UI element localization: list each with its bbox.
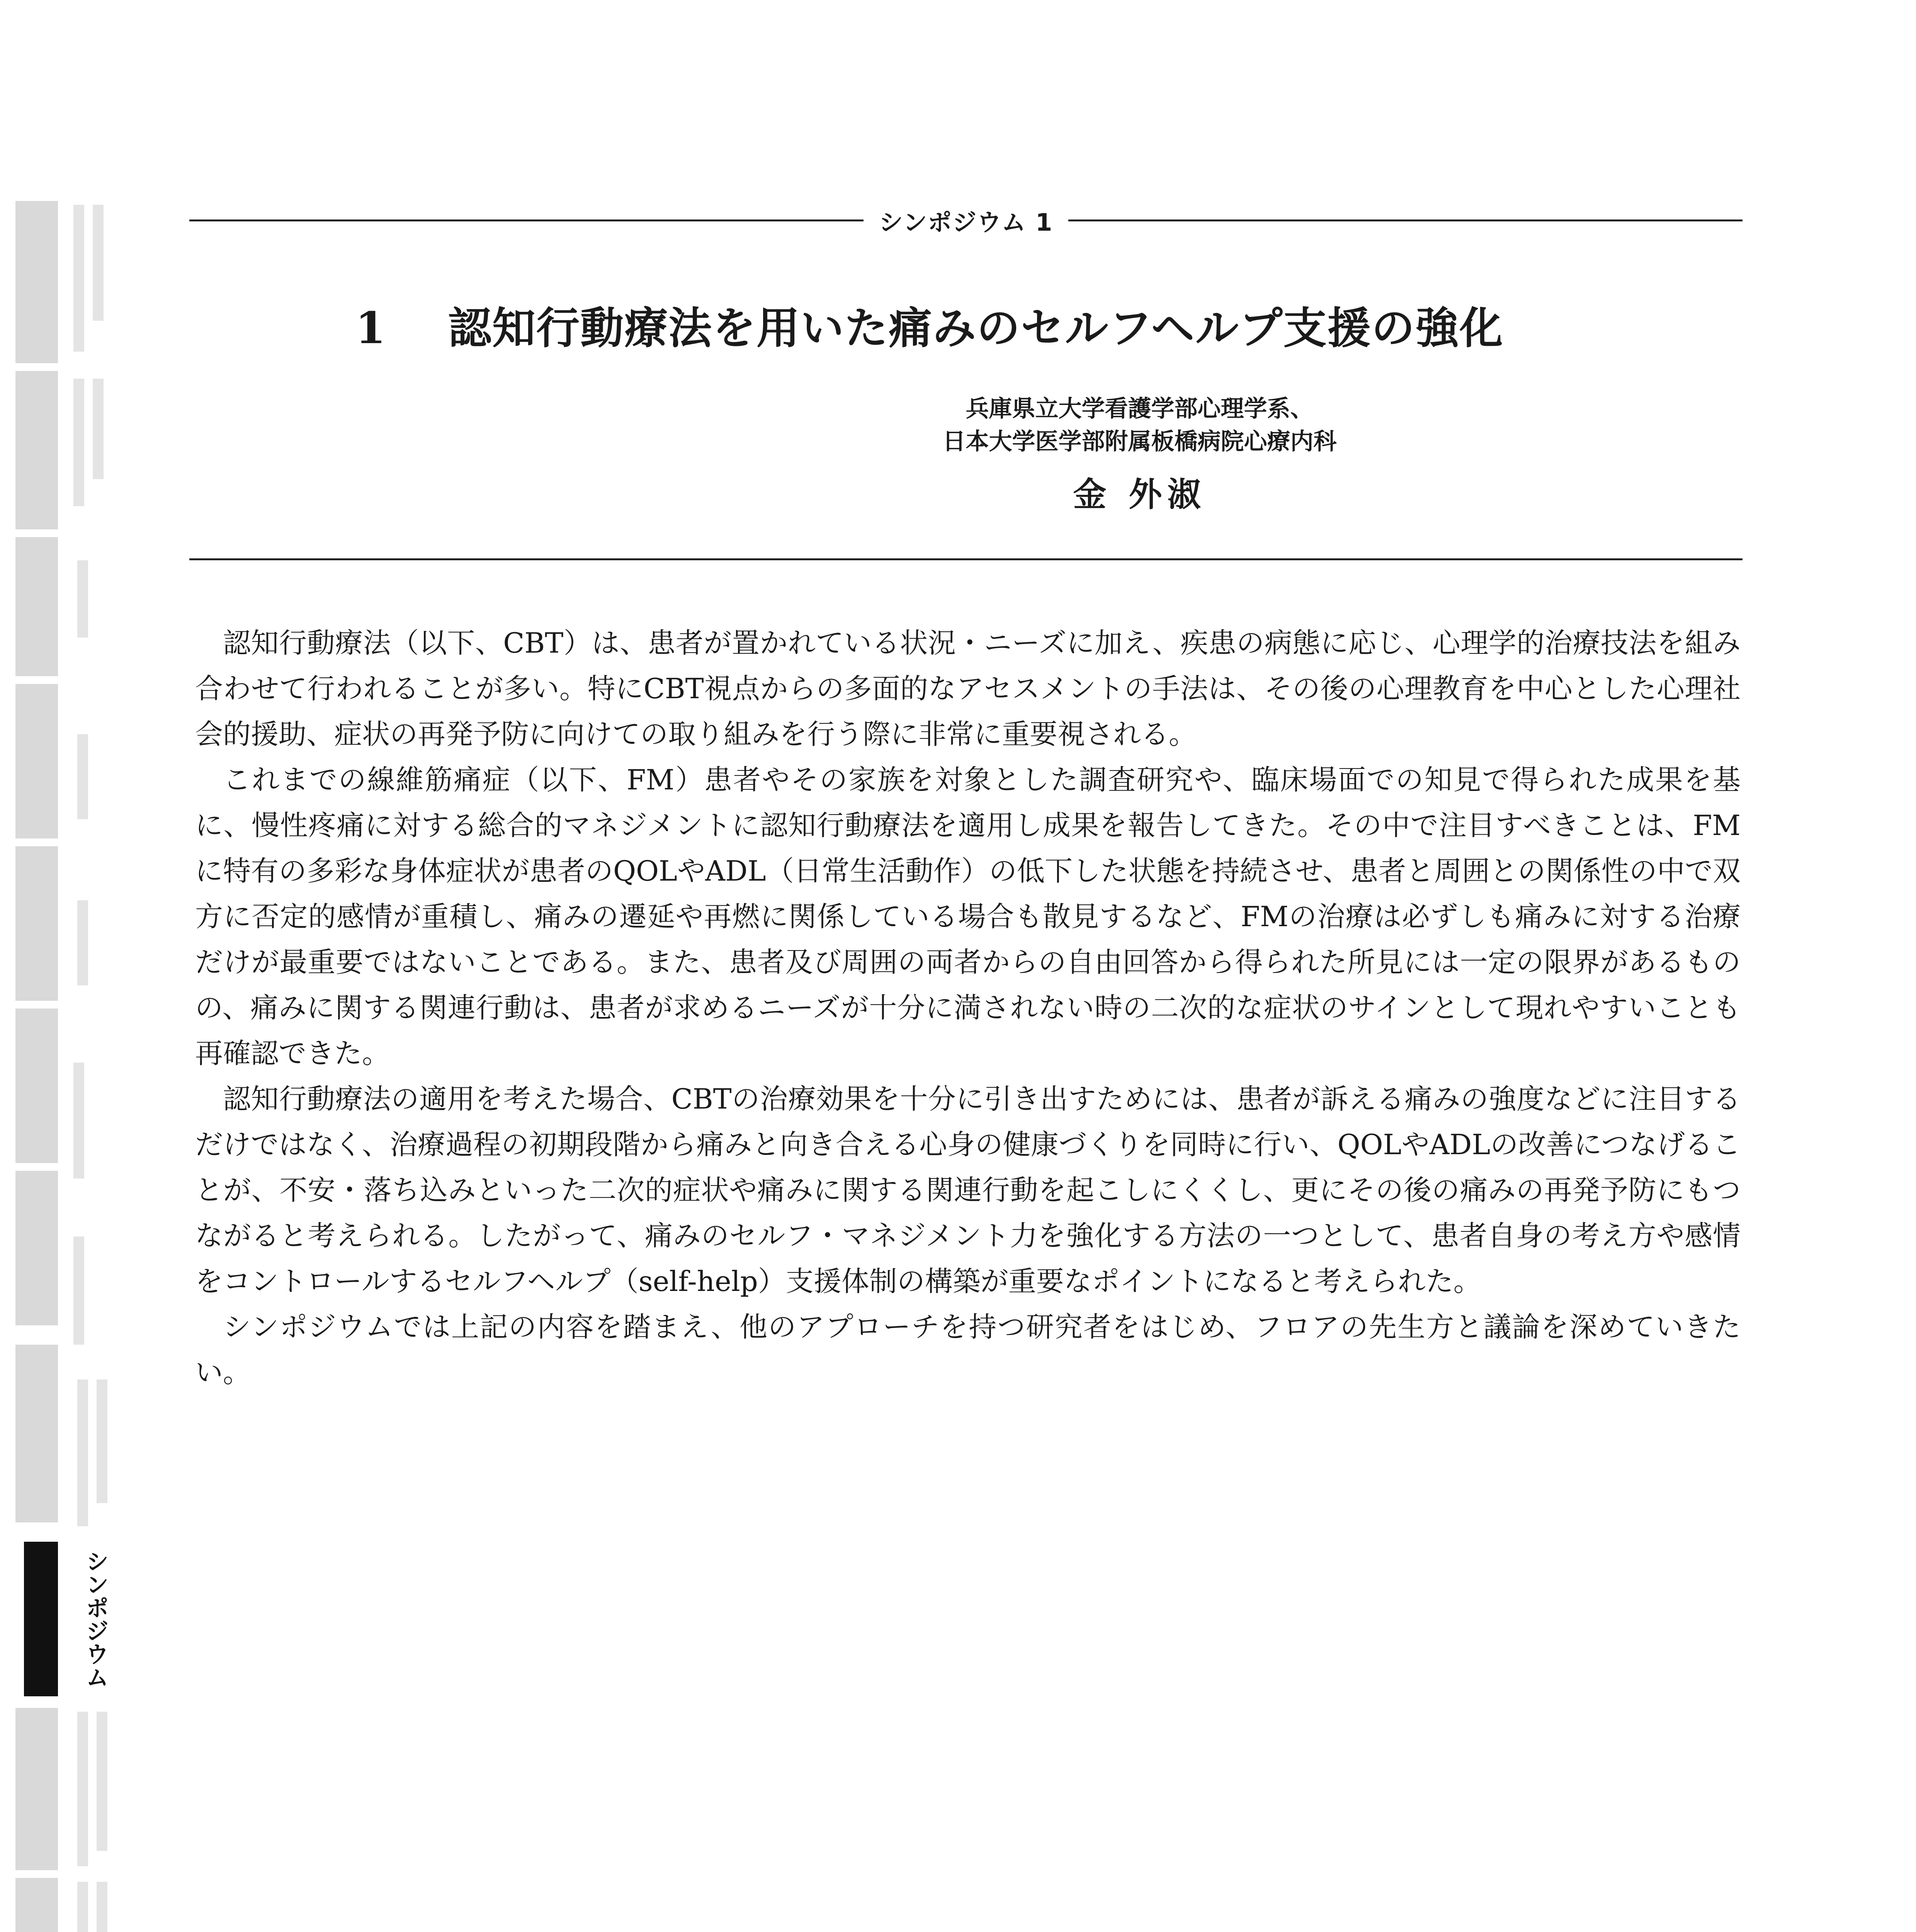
header-rule-right — [1068, 219, 1743, 221]
affiliation-line-1: 兵庫県立大学看護学部心理学系、 — [966, 395, 1314, 422]
show-through-mark — [73, 205, 84, 352]
index-tab-3 — [15, 537, 58, 676]
show-through-mark — [73, 1063, 84, 1179]
side-index-label: シンポジウム — [82, 1549, 109, 1689]
show-through-mark — [97, 1882, 107, 1932]
index-tab-8 — [15, 1345, 58, 1522]
show-through-mark — [77, 1712, 88, 1866]
show-through-mark — [97, 1712, 107, 1851]
show-through-mark — [77, 1379, 88, 1526]
show-through-mark — [97, 1379, 107, 1503]
body-paragraph: これまでの線維筋痛症（以下、FM）患者やその家族を対象とした調査研究や、臨床場面での知見で得られた成果を基に、慢性疼痛に対する総合的マネジメントに認知行動療法を適用し成果を報告してきた。その中で注目すべきことは、FMに特有の多彩な身体症状が患者のQOLやADL（日常生活動作）の低下した状態を持続させ、患者と周囲との関係性の中で双方に否定的感情が重積し、痛みの遷延や再燃に関係している場合も散見するなど、FMの治療は必ずしも痛みに対する治療だけが最重要ではないことである。また、患者及び周囲の両者からの自由回答から得られた所見には一定の限界があるものの、痛みに関する関連行動は、患者が求めるニーズが十分に満されない時の二次的な症状のサインとして現れやすいことも再確認できた。 — [195, 764, 1741, 1070]
body-paragraph: 認知行動療法（以下、CBT）は、患者が置かれている状況・ニーズに加え、疾患の病態に応じ、心理学的治療技法を組み合わせて行われることが多い。特にCBT視点からの多面的なアセスメントの手法は、その後の心理教育を中心とした心理社会的援助、症状の再発予防に向けての取り組みを行う際に非常に重要視される。 — [195, 627, 1741, 750]
show-through-mark — [93, 205, 104, 321]
index-tab-1 — [15, 201, 58, 363]
article-title-text: 認知行動療法を用いた痛みのセルフヘルプ支援の強化 — [448, 303, 1504, 354]
show-through-mark — [73, 1236, 84, 1345]
show-through-mark — [73, 379, 84, 506]
section-label: シンポジウム 1 — [879, 208, 1053, 236]
article-body — [195, 620, 1741, 1395]
index-tab-10 — [15, 1708, 58, 1870]
index-tab-5 — [15, 846, 58, 1001]
index-tab-4 — [15, 684, 58, 838]
title-divider — [189, 558, 1743, 560]
index-tab-7 — [15, 1171, 58, 1325]
body-paragraph: シンポジウムでは上記の内容を踏まえ、他のアプローチを持つ研究者をはじめ、フロアの先生方と議論を深めていきたい。 — [195, 1311, 1741, 1389]
section-header — [189, 201, 1743, 240]
show-through-mark — [77, 1882, 88, 1932]
author-name: 金 外淑 — [1073, 475, 1206, 514]
index-tab-6 — [15, 1009, 58, 1163]
show-through-mark — [77, 560, 88, 638]
show-through-mark — [77, 734, 88, 819]
index-tab-11 — [15, 1878, 58, 1932]
header-rule-left — [189, 219, 864, 221]
article-title — [355, 294, 1746, 356]
show-through-mark — [93, 379, 104, 479]
show-through-mark — [77, 900, 88, 985]
index-tab-2 — [15, 371, 58, 529]
body-paragraph: 認知行動療法の適用を考えた場合、CBTの治療効果を十分に引き出すためには、患者が訴える痛みの強度などに注目するだけではなく、治療過程の初期段階から痛みと向き合える心身の健康づくりを同時に行い、QOLやADLの改善につなげることが、不安・落ち込みといった二次的症状や痛みに関する関連行動を起こしにくくし、更にその後の痛みの再発予防にもつながると考えられる。したがって、痛みのセルフ・マネジメント力を強化する方法の一つとして、患者自身の考え方や感情をコントロールするセルフヘルプ（self-help）支援体制の構築が重要なポイントになると考えられた。 — [195, 1083, 1741, 1298]
article-number: 1 — [355, 303, 386, 354]
index-tab-active — [24, 1542, 58, 1696]
affiliation-line-2: 日本大学医学部附属板橋病院心療内科 — [942, 428, 1337, 455]
